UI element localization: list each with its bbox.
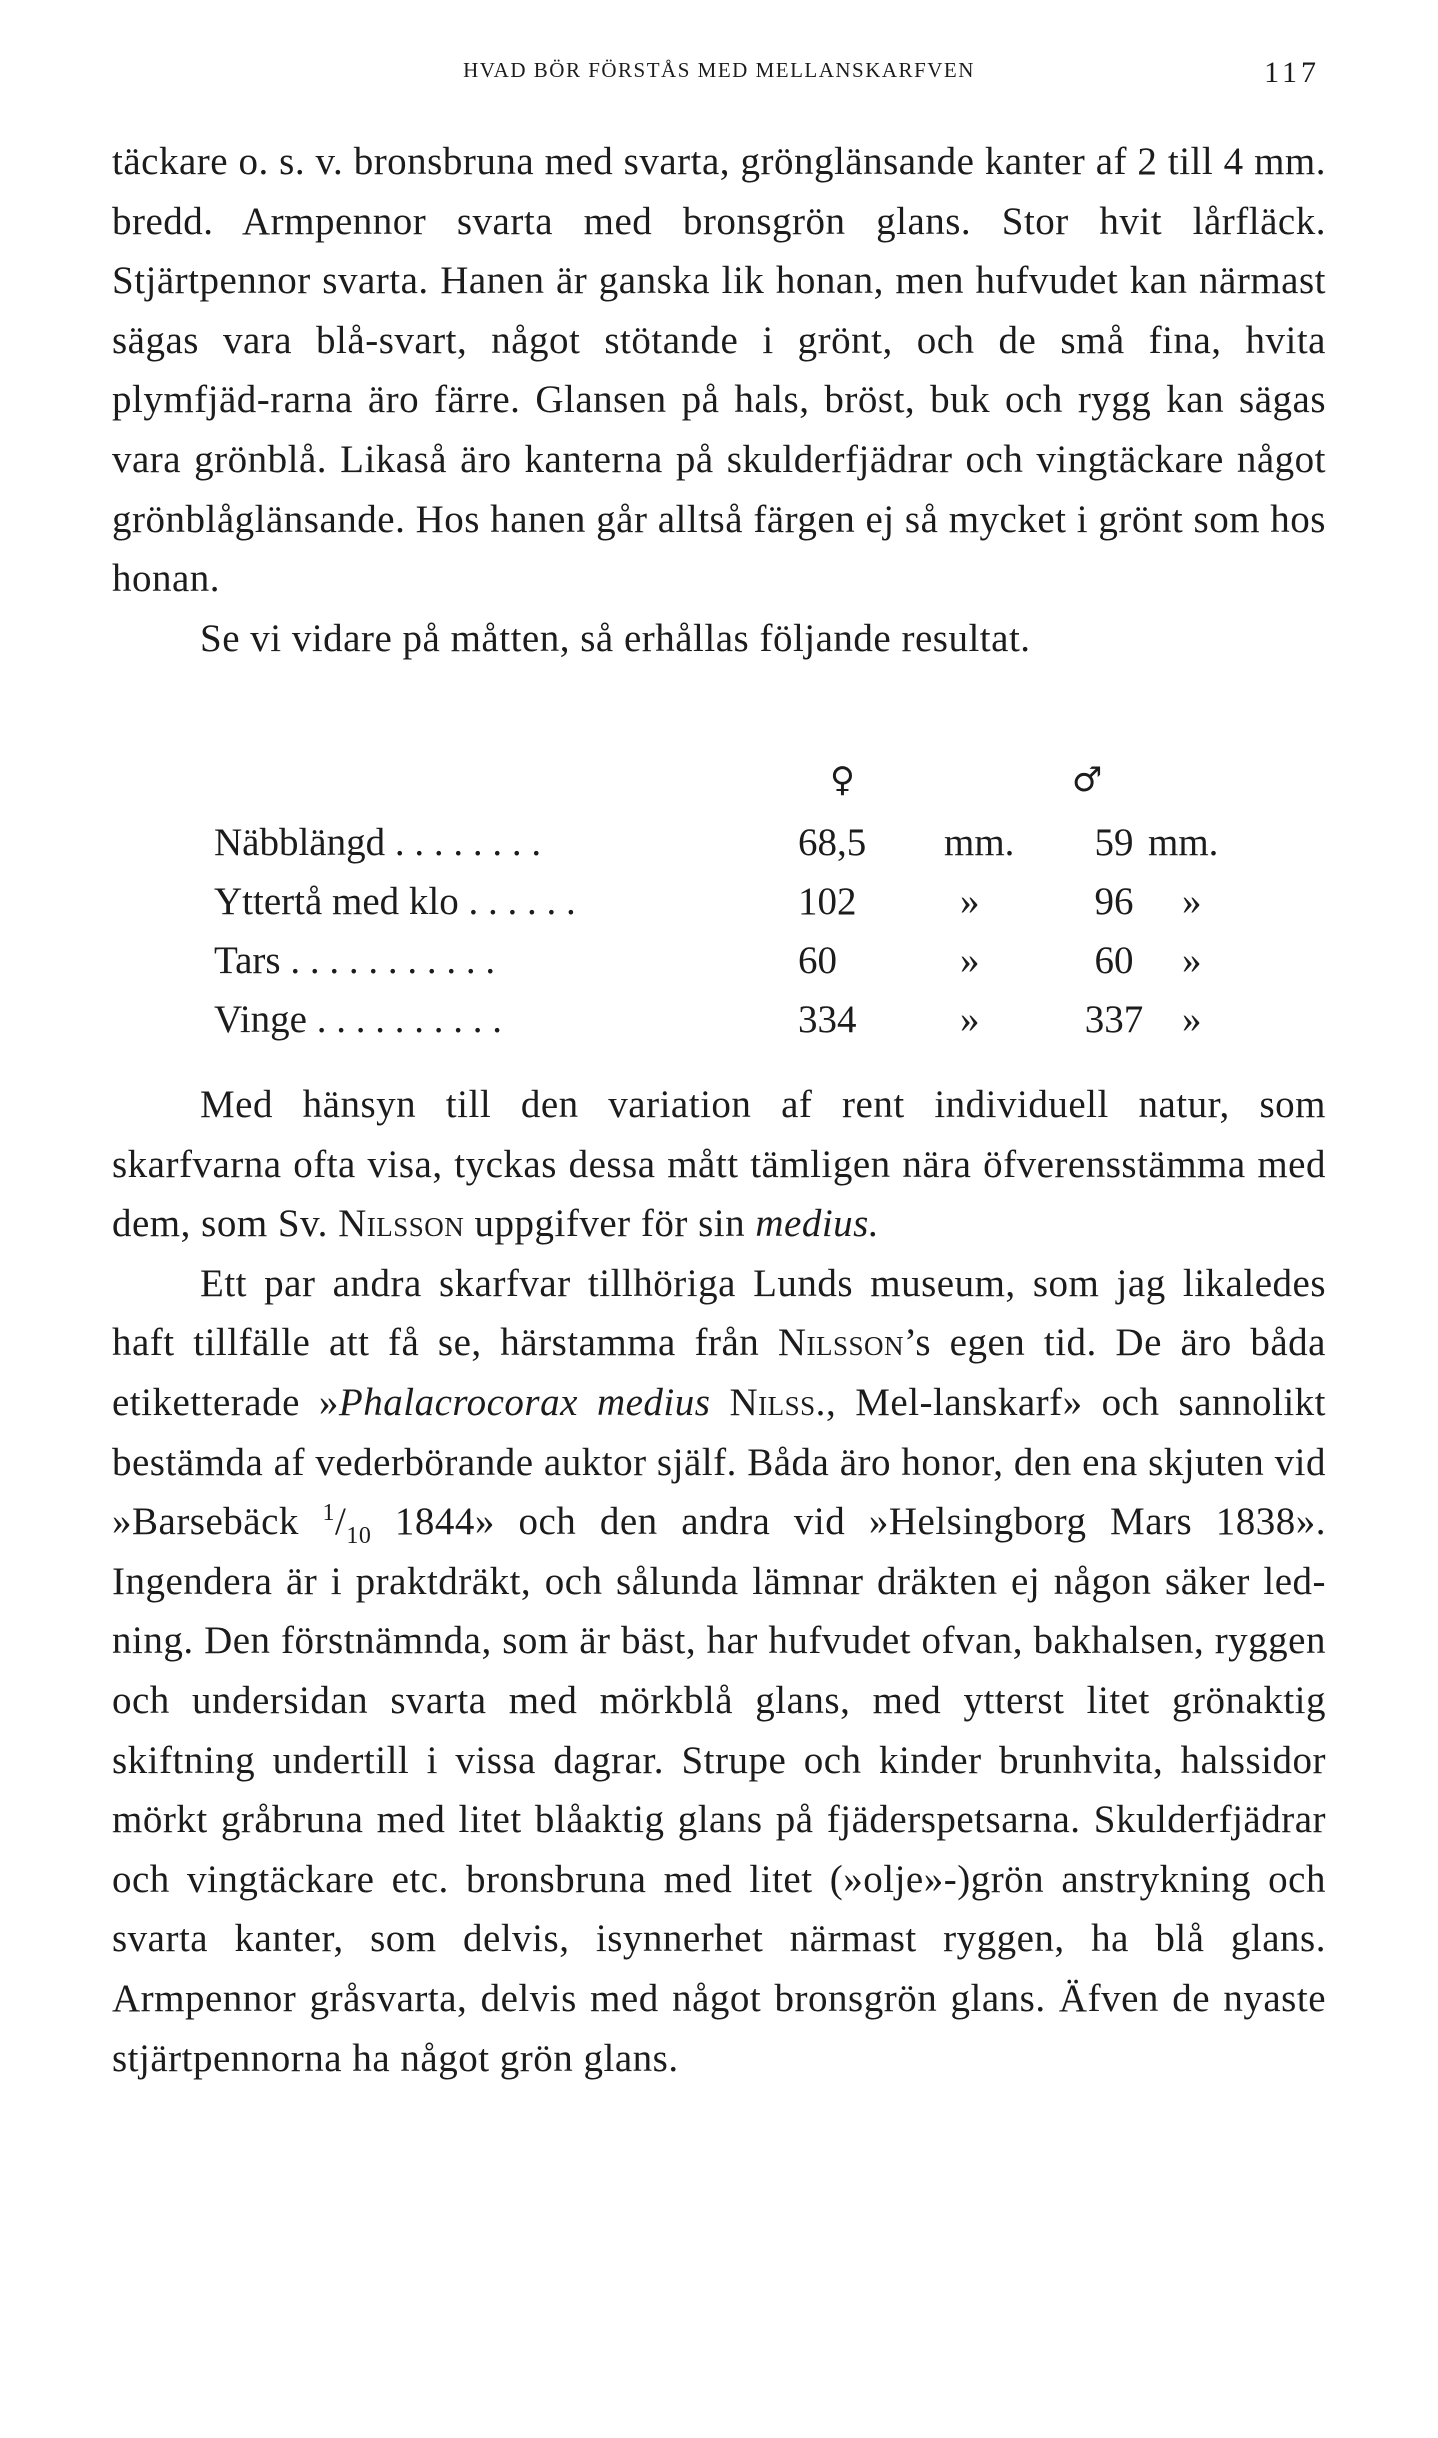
measurements-table [214,760,1244,1056]
upper-text-block [112,132,1326,668]
male-value: 337 [1084,998,1144,1041]
male-symbol-icon: ♂ [1072,760,1103,800]
measure-label: Näbblängd . . . . . . . . [214,821,542,864]
female-value: 68,5 [798,821,867,864]
page-header [0,58,1438,98]
female-unit: » [960,998,980,1041]
male-value: 96 [1094,880,1134,923]
author-name: Nilsson [338,1202,465,1246]
male-value: 59 [1094,821,1134,864]
female-value: 60 [798,939,837,982]
male-unit: » [1182,880,1202,923]
author-abbrev: Nilss. [729,1380,826,1424]
running-title: HVAD BÖR FÖRSTÅS MED MELLANSKARFVEN [463,58,975,82]
male-unit: mm. [1148,821,1219,864]
table-header-row [214,760,1244,812]
table-row [214,879,1244,938]
measure-label: Tars . . . . . . . . . . . [214,939,496,982]
measure-label: Yttertå med klo . . . . . . [214,880,576,923]
table-row [214,938,1244,997]
page-number: 117 [1264,56,1320,89]
measure-label: Vinge . . . . . . . . . . [214,998,502,1041]
female-value: 102 [798,880,857,923]
species-name: Phalacrocorax medius [338,1380,711,1424]
fraction-numerator: 1 [322,1500,335,1527]
paragraph-variation: Med hänsyn till den variation af rent individuell natur, som skarfvarna ofta visa, tyckas dessa mått tämligen nära öfverensstämma med dem, som Sv. Nilsson uppgifver för sin medius. [112,1083,1326,1246]
table-row [214,820,1244,879]
male-value: 60 [1094,939,1134,982]
lower-text-block [112,1075,1326,2088]
male-unit: » [1182,939,1202,982]
paragraph-museum-specimens: Ett par andra skarfvar tillhöriga Lunds museum, som jag likaledes haft tillfälle att få se, härstamma från Nilsson’s egen tid. De äro båda etiketterade »Phalacrocorax medius Nilss., Mel-lanskarf» och sannolikt bestämda af vederbörande auktor själf. Båda äro honor, den ena skjuten vid »Barsebäck $^1/_{10}$ 1844» och den andra vid »Helsingborg Mars 1838». Ingendera är i praktdräkt, och sålunda lämnar dräkten ej någon säker led-ning. Den förstnämnda, som är bäst, har hufvudet ofvan, bakhalsen, ryggen och undersidan svarta med mörkblå glans, med ytterst litet grönaktig skiftning undertill i vissa dagrar. Strupe och kinder brunhvita, halssidor mörkt gråbruna med litet blåaktig glans på fjäderspetsarna. Skulderfjädrar och vingtäckare etc. bronsbruna med litet (»olje»-)grön anstrykning och svarta kanter, som delvis, isynnerhet närmast ryggen, ha blå glans. Armpennor gråsvarta, delvis med något bronsgrön glans. Äfven de nyaste stjärtpennorna ha något grön glans. [112,1261,1327,2080]
female-unit: » [960,880,980,923]
species-name: medius. [755,1202,880,1246]
male-unit: » [1182,998,1202,1041]
female-unit: » [960,939,980,982]
table-row [214,997,1244,1056]
author-name: Nilsson [777,1321,905,1365]
paragraph-measurements-intro: Se vi vidare på måtten, så erhållas följande resultat. [200,616,1031,660]
paragraph-plumage: täckare o. s. v. bronsbruna med svarta, grönglänsande kanter af 2 till 4 mm. bredd. Armpennor svarta med bronsgrön glans. Stor hvit lårfläck. Stjärtpennor svarta. Hanen är ganska lik honan, men hufvudet kan närmast sägas vara blå-svart, något stötande i grönt, och de små fina, hvita plymfjäd-rarna äro färre. Glansen på hals, bröst, buk och rygg kan sägas vara grönblå. Likaså äro kanterna på skulderfjädrar och vingtäckare något grönblåglänsande. Hos hanen går alltså färgen ej så mycket i grönt som hos honan. [112,140,1326,601]
fraction-denominator: 10 [346,1522,372,1549]
female-symbol-icon: ♀ [830,760,855,800]
female-unit: mm. [944,821,1015,864]
female-value: 334 [798,998,857,1041]
